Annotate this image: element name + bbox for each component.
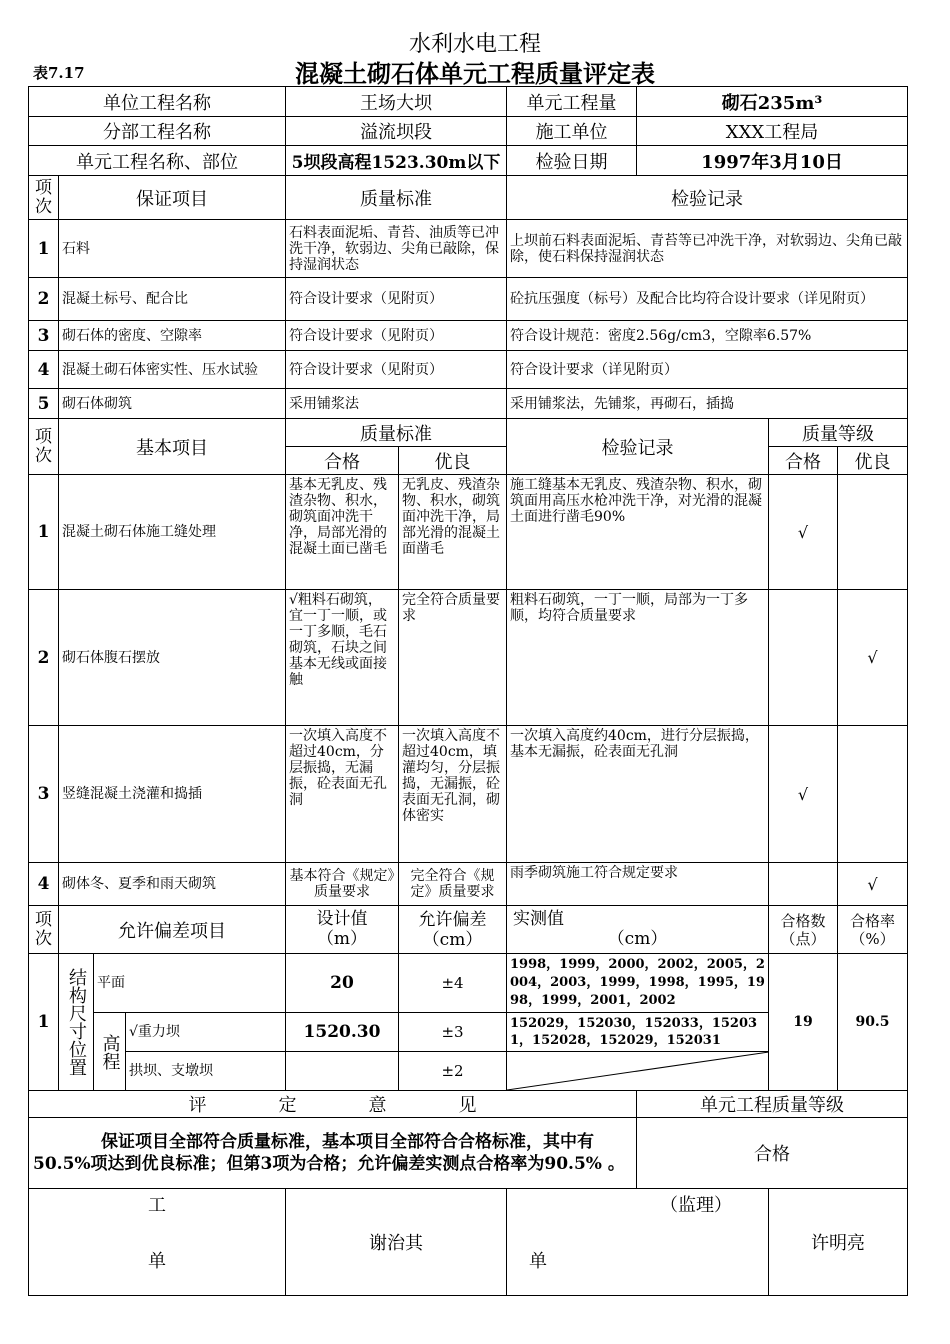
unit-quantity-value: 砌石235m³ <box>637 87 908 117</box>
basic-item: 砌石体腹石摆放 <box>59 590 286 726</box>
basic-item: 砌体冬、夏季和雨天砌筑 <box>59 863 286 906</box>
info-row-3 <box>29 146 908 176</box>
evaluation-header <box>29 1091 908 1118</box>
deviation-col-measured-bottom: （cm） <box>607 929 668 949</box>
basic-pass-mark: √ <box>769 475 838 590</box>
construction-label-top: 工 <box>148 1195 166 1216</box>
contractor-label: 施工单位 <box>507 117 637 146</box>
element-label: 单元工程名称、部位 <box>29 146 286 176</box>
basic-item: 混凝土砌石体施工缝处理 <box>59 475 286 590</box>
unit-project-value: 王场大坝 <box>286 87 507 117</box>
deviation-pass-rate: 90.5 <box>838 954 908 1091</box>
basic-row <box>29 863 908 906</box>
basic-no: 2 <box>29 590 59 726</box>
deviation-col-design-top: 设计值 <box>316 909 368 929</box>
deviation-col-item: 允许偏差项目 <box>59 906 286 954</box>
basic-col-grade-pass: 合格 <box>769 447 838 475</box>
deviation-header <box>29 906 908 954</box>
deviation-measured: 152029，152030，152033，152031，152028，152029，152031 <box>507 1013 769 1052</box>
guarantee-row <box>29 321 908 351</box>
deviation-col-design <box>286 906 399 954</box>
guarantee-no: 2 <box>29 278 59 321</box>
guarantee-row <box>29 220 908 278</box>
guarantee-row <box>29 389 908 419</box>
division-label: 分部工程名称 <box>29 117 286 146</box>
guarantee-standard: 石料表面泥垢、青苔、油质等已冲洗干净，软弱边、尖角已敲除，保持湿润状态 <box>286 220 507 278</box>
basic-col-pass: 合格 <box>286 447 399 475</box>
guarantee-standard: 符合设计要求（见附页） <box>286 278 507 321</box>
deviation-no: 1 <box>29 954 59 1091</box>
form-code: 表7.17 <box>33 64 85 82</box>
guarantee-record: 符合设计要求（详见附页） <box>507 351 908 389</box>
basic-col-record: 检验记录 <box>507 419 769 475</box>
quality-evaluation-table <box>28 86 908 1296</box>
supervision-signer: 许明亮 <box>769 1189 908 1296</box>
guarantee-no: 1 <box>29 220 59 278</box>
basic-header-1 <box>29 419 908 447</box>
basic-col-standard: 质量标准 <box>286 419 507 447</box>
deviation-design: 1520.30 <box>286 1013 399 1052</box>
deviation-col-design-bottom: （m） <box>316 929 368 949</box>
construction-unit-cell <box>29 1189 286 1296</box>
deviation-design: 20 <box>286 954 399 1013</box>
guarantee-no: 3 <box>29 321 59 351</box>
deviation-allow: ±3 <box>399 1013 507 1052</box>
deviation-group <box>59 954 94 1091</box>
unit-quantity-label: 单元工程量 <box>507 87 637 117</box>
basic-pass-standard: 一次填入高度不超过40cm，分层振捣，无漏振，砼表面无孔洞 <box>286 726 399 863</box>
basic-good-mark: √ <box>838 863 908 906</box>
basic-row <box>29 475 908 590</box>
deviation-design <box>286 1052 399 1091</box>
evaluation-opinion: 保证项目全部符合质量标准，基本项目全部符合合格标准，其中有50.5%项达到优良标准；但第3项为合格；允许偏差实测点合格率为90.5% 。 <box>29 1118 637 1189</box>
doc-title-line2: 混凝土砌石体单元工程质量评定表 <box>295 59 655 88</box>
basic-good-standard: 完全符合质量要求 <box>399 590 507 726</box>
basic-good-standard: 完全符合《规定》质量要求 <box>399 863 507 906</box>
construction-label-bottom: 单 <box>148 1251 166 1272</box>
guarantee-no: 5 <box>29 389 59 419</box>
deviation-subgroup <box>94 1013 126 1091</box>
basic-col-item: 基本项目 <box>59 419 286 475</box>
guarantee-item: 石料 <box>59 220 286 278</box>
deviation-pass-count: 19 <box>769 954 838 1091</box>
basic-no: 1 <box>29 475 59 590</box>
basic-record: 一次填入高度约40cm，进行分层振捣，基本无漏振，砼表面无孔洞 <box>507 726 769 863</box>
guarantee-standard: 采用铺浆法 <box>286 389 507 419</box>
basic-pass-standard: 基本符合《规定》质量要求 <box>286 863 399 906</box>
guarantee-col-standard: 质量标准 <box>286 176 507 220</box>
deviation-measured: 1998，1999，2000，2002，2005，2004，2003，1999，1998，1995，1998，1999，2001，2002 <box>507 954 769 1013</box>
doc-title-line1: 水利水电工程 <box>408 32 541 57</box>
guarantee-col-item: 保证项目 <box>59 176 286 220</box>
basic-col-no: 项次 <box>29 419 59 475</box>
basic-no: 4 <box>29 863 59 906</box>
division-value: 溢流坝段 <box>286 117 507 146</box>
evaluation-col-opinion: 评 定 意 见 <box>29 1091 637 1118</box>
deviation-item: 拱坝、支墩坝 <box>126 1052 286 1091</box>
info-row-2 <box>29 117 908 146</box>
basic-good-mark: √ <box>838 590 908 726</box>
deviation-item: 平面 <box>94 954 286 1013</box>
basic-pass-standard: 基本无乳皮、残渣杂物、积水，砌筑面冲洗干净，局部光滑的混凝土面已凿毛 <box>286 475 399 590</box>
inspection-date-label: 检验日期 <box>507 146 637 176</box>
deviation-row <box>29 954 908 1013</box>
evaluation-col-grade: 单元工程质量等级 <box>637 1091 908 1118</box>
deviation-item: √重力坝 <box>126 1013 286 1052</box>
guarantee-standard: 符合设计要求（见附页） <box>286 321 507 351</box>
guarantee-no: 4 <box>29 351 59 389</box>
basic-col-good: 优良 <box>399 447 507 475</box>
deviation-col-pass-count: 合格数（点） <box>769 906 838 954</box>
guarantee-standard: 符合设计要求（见附页） <box>286 351 507 389</box>
basic-good-mark <box>838 726 908 863</box>
unit-project-label: 单位工程名称 <box>29 87 286 117</box>
guarantee-row <box>29 351 908 389</box>
basic-pass-mark <box>769 863 838 906</box>
guarantee-row <box>29 278 908 321</box>
basic-pass-mark: √ <box>769 726 838 863</box>
guarantee-record: 符合设计规范：密度2.56g/cm3，空隙率6.57% <box>507 321 908 351</box>
deviation-col-pass-rate: 合格率（%） <box>838 906 908 954</box>
evaluation-grade: 合格 <box>637 1118 908 1189</box>
signature-row <box>29 1189 908 1296</box>
guarantee-col-no: 项次 <box>29 176 59 220</box>
guarantee-item: 砌石体的密度、空隙率 <box>59 321 286 351</box>
deviation-measured <box>507 1052 769 1091</box>
basic-pass-mark <box>769 590 838 726</box>
element-value: 5坝段高程1523.30m以下 <box>286 146 507 176</box>
basic-col-grade: 质量等级 <box>769 419 908 447</box>
evaluation-row <box>29 1118 908 1189</box>
supervision-unit-cell <box>507 1189 769 1296</box>
basic-record: 雨季砌筑施工符合规定要求 <box>507 863 769 906</box>
guarantee-record: 砼抗压强度（标号）及配合比均符合设计要求（详见附页） <box>507 278 908 321</box>
guarantee-col-record: 检验记录 <box>507 176 908 220</box>
supervision-label-bottom: 单 <box>529 1251 547 1272</box>
basic-row <box>29 726 908 863</box>
deviation-allow: ±2 <box>399 1052 507 1091</box>
deviation-subgroup-label: 高程 <box>99 1033 121 1070</box>
contractor-value: XXX工程局 <box>637 117 908 146</box>
basic-record: 粗料石砌筑，一丁一顺，局部为一丁多顺，均符合质量要求 <box>507 590 769 726</box>
basic-record: 施工缝基本无乳皮、残渣杂物、积水，砌筑面用高压水枪冲洗干净，对光滑的混凝土面进行凿毛90% <box>507 475 769 590</box>
deviation-col-allow: 允许偏差（cm） <box>399 906 507 954</box>
diagonal-strike <box>507 1052 769 1091</box>
basic-row <box>29 590 908 726</box>
deviation-allow: ±4 <box>399 954 507 1013</box>
basic-good-standard: 一次填入高度不超过40cm，填灌均匀，分层振捣，无漏振，砼表面无孔洞，砌体密实 <box>399 726 507 863</box>
deviation-col-measured-top: 实测值 <box>513 909 564 929</box>
basic-item: 竖缝混凝土浇灌和捣插 <box>59 726 286 863</box>
guarantee-record: 上坝前石料表面泥垢、青苔等已冲洗干净，对软弱边、尖角已敲除，使石料保持湿润状态 <box>507 220 908 278</box>
deviation-group-label: 结构尺寸位置 <box>66 968 87 1076</box>
basic-good-mark <box>838 475 908 590</box>
guarantee-record: 采用铺浆法，先铺浆，再砌石，插捣 <box>507 389 908 419</box>
guarantee-item: 混凝土标号、配合比 <box>59 278 286 321</box>
deviation-col-no: 项次 <box>29 906 59 954</box>
basic-col-grade-good: 优良 <box>838 447 908 475</box>
deviation-col-measured <box>507 906 769 954</box>
basic-no: 3 <box>29 726 59 863</box>
guarantee-header <box>29 176 908 220</box>
basic-pass-standard: √粗料石砌筑，宜一丁一顺，或一丁多顺，毛石砌筑，石块之间基本无线或面接触 <box>286 590 399 726</box>
guarantee-item: 砌石体砌筑 <box>59 389 286 419</box>
supervision-label-top: （监理） <box>660 1195 732 1216</box>
construction-signer: 谢治其 <box>286 1189 507 1296</box>
basic-good-standard: 无乳皮、残渣杂物、积水，砌筑面冲洗干净，局部光滑的混凝土面凿毛 <box>399 475 507 590</box>
info-row-1 <box>29 87 908 117</box>
inspection-date-value: 1997年3月10日 <box>637 146 908 176</box>
guarantee-item: 混凝土砌石体密实性、压水试验 <box>59 351 286 389</box>
